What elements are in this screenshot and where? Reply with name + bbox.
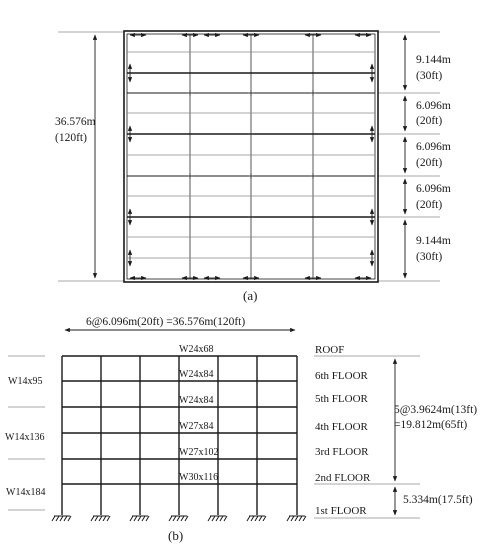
floor-label-roof: ROOF bbox=[315, 344, 345, 356]
elevation-view bbox=[5, 316, 477, 543]
plan-view bbox=[55, 31, 451, 303]
elevation-beam-section-labels bbox=[179, 344, 218, 483]
plan-extension-lines bbox=[58, 32, 443, 281]
bay-dim-4-value: 6.096m bbox=[416, 183, 451, 195]
column-section-lower: W14x184 bbox=[6, 487, 46, 498]
floor-label-6th: 6th FLOOR bbox=[315, 370, 368, 382]
beam-section-5th: W24x84 bbox=[179, 395, 214, 406]
column-section-upper: W14x95 bbox=[8, 376, 43, 387]
support-4 bbox=[169, 516, 188, 521]
bay-dim-4-imperial: (20ft) bbox=[416, 199, 443, 211]
support-6 bbox=[247, 516, 266, 521]
plan-column-marks bbox=[187, 90, 316, 217]
bay-dim-5-value: 9.144m bbox=[416, 235, 451, 247]
beam-section-4th: W27x84 bbox=[179, 421, 214, 432]
support-7 bbox=[287, 516, 306, 521]
floor-label-1st: 1st FLOOR bbox=[315, 505, 367, 517]
floor-label-5th: 5th FLOOR bbox=[315, 393, 368, 405]
support-5 bbox=[208, 516, 227, 521]
support-3 bbox=[130, 516, 149, 521]
elevation-width-dim-label: 6@6.096m(20ft) =36.576m(120ft) bbox=[86, 316, 246, 328]
upper-stories-dim-value: 5@3.9624m(13ft) bbox=[394, 404, 478, 416]
floor-label-3rd: 3rd FLOOR bbox=[315, 446, 369, 458]
bay-dim-2-imperial: (20ft) bbox=[416, 115, 443, 127]
plan-girders bbox=[190, 34, 313, 279]
bay-dim-1-value: 9.144m bbox=[416, 54, 451, 66]
beam-section-roof: W24x68 bbox=[179, 344, 214, 355]
elevation-floor-labels bbox=[315, 344, 371, 517]
panel-b-caption: (b) bbox=[168, 528, 184, 543]
bay-dim-1-imperial: (30ft) bbox=[416, 70, 443, 82]
beam-section-2nd: W30x116 bbox=[179, 472, 219, 483]
plan-total-dim-value: 36.576m bbox=[55, 116, 96, 128]
panel-a-caption: (a) bbox=[243, 288, 258, 303]
first-story-dim-label: 5.334m(17.5ft) bbox=[403, 494, 473, 506]
floor-label-4th: 4th FLOOR bbox=[315, 421, 368, 433]
support-2 bbox=[91, 516, 110, 521]
beam-section-3rd: W27x102 bbox=[179, 447, 219, 458]
bay-dim-3-value: 6.096m bbox=[416, 141, 451, 153]
plan-total-dim-imperial: (120ft) bbox=[55, 132, 87, 144]
bay-dim-5-imperial: (30ft) bbox=[416, 251, 443, 263]
bay-dim-2-value: 6.096m bbox=[416, 100, 451, 112]
support-1 bbox=[52, 516, 71, 521]
column-section-middle: W14x136 bbox=[5, 432, 45, 443]
upper-stories-dim-total: =19.812m(65ft) bbox=[394, 419, 468, 431]
beam-section-6th: W24x84 bbox=[179, 369, 214, 380]
floor-label-2nd: 2nd FLOOR bbox=[315, 472, 371, 484]
bay-dim-3-imperial: (20ft) bbox=[416, 157, 443, 169]
plan-bay-dim-labels bbox=[416, 54, 451, 263]
elevation-fixed-supports bbox=[52, 516, 306, 521]
